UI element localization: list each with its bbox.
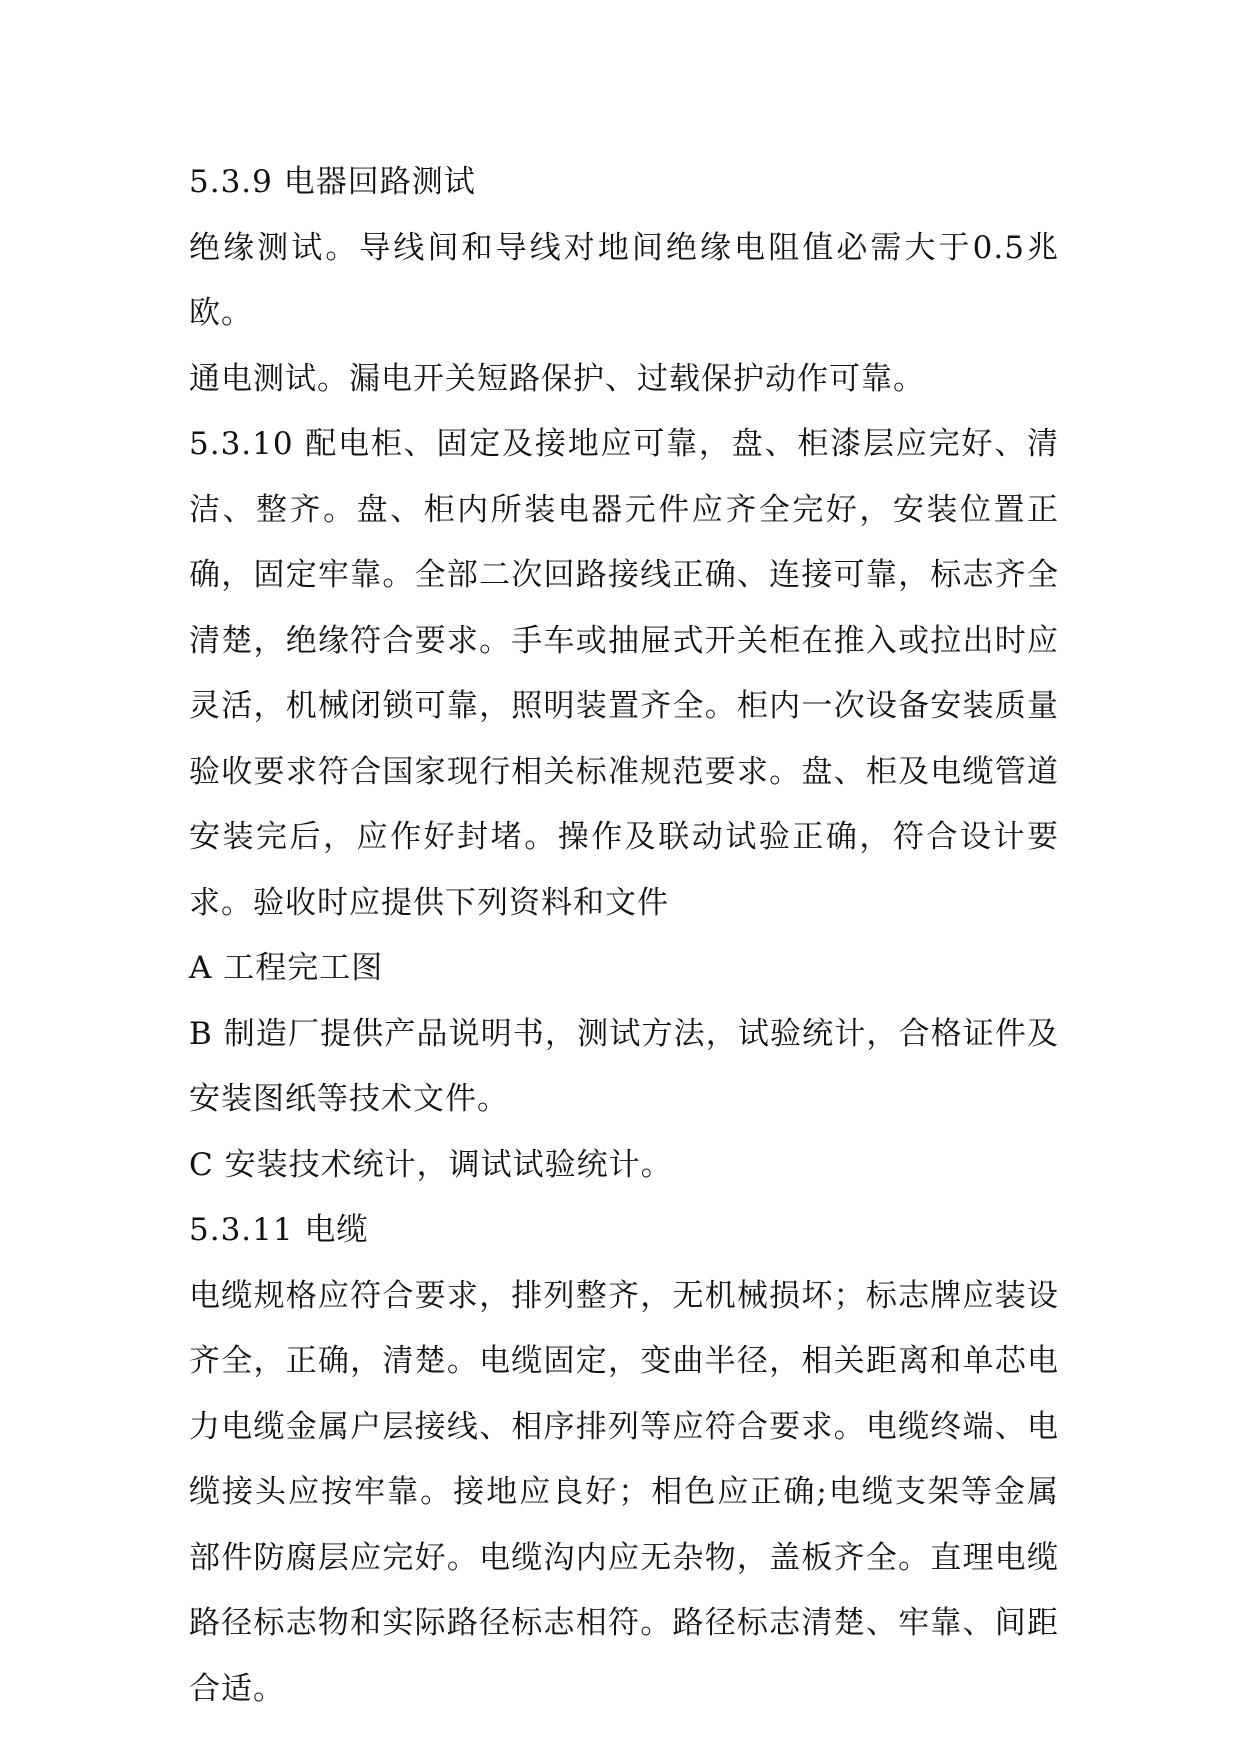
paragraph-cable-requirements: 电缆规格应符合要求，排列整齐，无机械损坏；标志牌应装设齐全，正确，清楚。电缆固定，变曲半径，相关距离和单芯电力电缆金属户层接线、相序排列等应符合要求。电缆终端、电缆接头应按牢靠。接地应良好；相色应正确;电缆支架等金属部件防腐层应完好。电缆沟内应无杂物，盖板齐全。直理电缆路径标志物和实际路径标志相符。路径标志清楚、牢靠、间距合适。 bbox=[189, 1277, 1059, 1707]
list-item-c: C 安装技术统计，调试试验统计。 bbox=[189, 1146, 673, 1183]
document-body bbox=[189, 150, 1059, 1722]
list-item-a: A 工程完工图 bbox=[189, 950, 384, 986]
paragraph-5-3-10-distribution-cabinet: 5.3.10 配电柜、固定及接地应可靠，盘、柜漆层应完好、清洁、整齐。盘、柜内所装电器元件应齐全完好，安装位置正确，固定牢靠。全部二次回路接线正确、连接可靠，标志齐全清楚，绝缘符合要求。手车或抽屉式开关柜在推入或拉出时应灵活，机械闭锁可靠，照明装置齐全。柜内一次设备安装质量验收要求符合国家现行相关标准规范要求。盘、柜及电缆管道安装完后，应作好封堵。操作及联动试验正确，符合设计要求。验收时应提供下列资料和文件 bbox=[189, 426, 1059, 921]
list-item-b: B 制造厂提供产品说明书，测试方法，试验统计，合格证件及安装图纸等技术文件。 bbox=[189, 1015, 1059, 1117]
paragraph-insulation-test: 绝缘测试。导线间和导线对地间绝缘电阻值必需大于0.5兆欧。 bbox=[189, 229, 1059, 331]
heading-5-3-9: 5.3.9 电器回路测试 bbox=[189, 164, 476, 200]
paragraph-power-on-test: 通电测试。漏电开关短路保护、过载保护动作可靠。 bbox=[189, 360, 925, 397]
heading-5-3-11: 5.3.11 电缆 bbox=[189, 1212, 369, 1248]
